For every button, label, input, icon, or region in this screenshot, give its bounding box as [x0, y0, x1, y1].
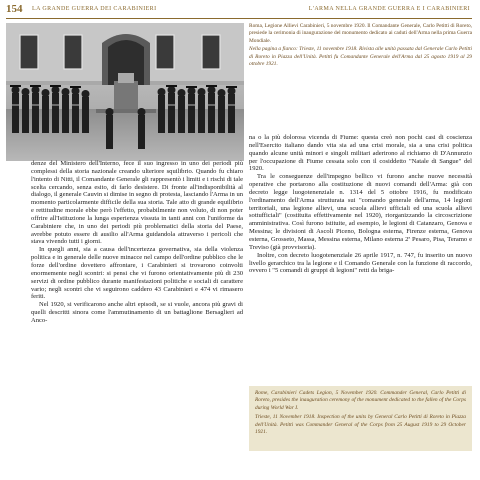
caption-paragraph: Nella pagina a fianco: Trieste, 11 novembre 1918. Rivista alle unità passata dal Generale Carlo Petitti di Roreto in Piazza dell'Unità. Petitti fu Comandante Generale dell'Arma dal 25 agosto 1919 al 29 ottobre 1921. [249, 46, 472, 68]
paragraph: na o la più dolorosa vicenda di Fiume: questa creò non pochi casi di coscienza nell'Esercito italiano dando vita sia ad una crisi morale, sia a una crisi politica quando alcune unità minori e singoli militari aderirono al richiamo di D'Annunzio per l'occupazione di Fiume cessata solo con il cosiddetto "Natale di Sangue" del 1920. [249, 134, 472, 173]
caption-paragraph: Trieste, 11 November 1918. Inspection of the units by General Carlo Petitti di Roreto in Piazza dell'Unità. Petitti was Commander General of the Corps from 25 August 1919 to 29 October 1921. [255, 414, 466, 436]
paragraph: Nel 1920, si verificarono anche altri episodi, se si vuole, ancora più gravi di quelli descritti sinora come l'ammutinamento di un battaglione Bersaglieri ad Anco- [31, 301, 243, 324]
text-column-right [249, 134, 472, 275]
running-title-left: LA GRANDE GUERRA DEI CARABINIERI [32, 6, 157, 12]
page-header [6, 3, 472, 19]
paragraph: In quegli anni, sia a causa dell'incertezza governativa, sia della violenza politica e in generale delle nuove minacce nel campo dell'ordine pubblico che le forze dell'ordine dovettero affrontare, i Carabinieri si trovarono coinvolti enormemente negli scontri: si pensi che vi furono orientativamente più di 230 servizi di ordine pubblico durante manifestazioni politiche e sociali di carattere vario; negli scontri che vi seguirono caddero 43 Carabinieri e 474 vi rimasero feriti. [31, 246, 243, 301]
caption-paragraph: Roma, Legione Allievi Carabinieri, 5 novembre 1920. Il Comandante Generale, Carlo Petitti di Roreto, presiede la cerimonia di inaugurazione del monumento dedicato ai caduti dell'Arma nella prima Guerra Mondiale. [249, 23, 472, 44]
paragraph: Tra le conseguenze dell'impegno bellico vi furono anche nuove necessità operative che portarono alla costituzione di nuovi comandi dell'Arma: già con decreto legge luogotenenziale n. 1314 del 5 ottobre 1916, fu modificato l'ordinamento dell'Arma strutturata sui "comando generale dell'arma, 14 legioni territoriali, una legione allievi, una scuola allievi ufficiali ed una scuola allievi sottufficiali" (costituita effettivamente nel 1920), riorganizzando la circoscrizione amministrativa. Così furono istituite, ad esempio, le legioni di Catanzaro, Genova e Messina; le divisioni di Ascoli Piceno, Bologna esterna, Firenze esterna, Genova esterna, Grosseto, Massa, Messina esterna, Milano esterna 2ª Pesaro, Pisa, Teramo e Treviso (già provvisoria). [249, 173, 472, 251]
caption-paragraph: Rome, Carabinieri Cadets Legion, 5 November 1920. Commander General, Carlo Petitti di Roreto, presides the inauguration ceremony of the monument dedicated to the fallen of the Corps during World War I. [255, 390, 466, 411]
photo-caption-italian [249, 23, 472, 69]
historical-photo [6, 23, 244, 161]
text-column-left [31, 160, 243, 325]
paragraph: denze del Ministero dell'Interno, fece il suo ingresso in uno dei periodi più complessi della storia nazionale creando ulteriore squilibrio. Quando fu chiaro l'intento di Nitti, il Comandante Generale gli rappresentò i limiti e i rischi di tale scelta cercando, senza esito, di farlo desistere. Di fronte all'indisponibilità al dialogo, il generale Cauvin si dimise in segno di protesta, lasciando l'Arma in un momento particolarmente difficile della sua storia. Tale atto di grande equilibrio e rettitudine morale ebbe però l'effetto, probabilmente non voluto, di non poter offrire all'Istituzione la lunga esperienza vissuta in tanti anni con l'uniforme da Carabiniere che, in uno dei periodi più problematici della storia del Paese, avrebbe potuto essere di ausilio all'Arma guidandola attraverso i pericoli che stava vivendo tutti i giorni. [31, 160, 243, 246]
paragraph: Inoltre, con decreto luogotenenziale 26 aprile 1917, n. 747, fu inserito un nuovo livello gerarchico tra la legione e il Comando Generale con la funzione di raccordo, ovvero i "5 comandi di gruppi di legioni" retti da briga- [249, 251, 472, 275]
page-number: 154 [6, 3, 23, 15]
photo-illustration [6, 23, 244, 161]
running-title-right: L'ARMA NELLA GRANDE GUERRA E I CARABINIERI [308, 6, 470, 12]
english-caption-box [249, 386, 472, 451]
